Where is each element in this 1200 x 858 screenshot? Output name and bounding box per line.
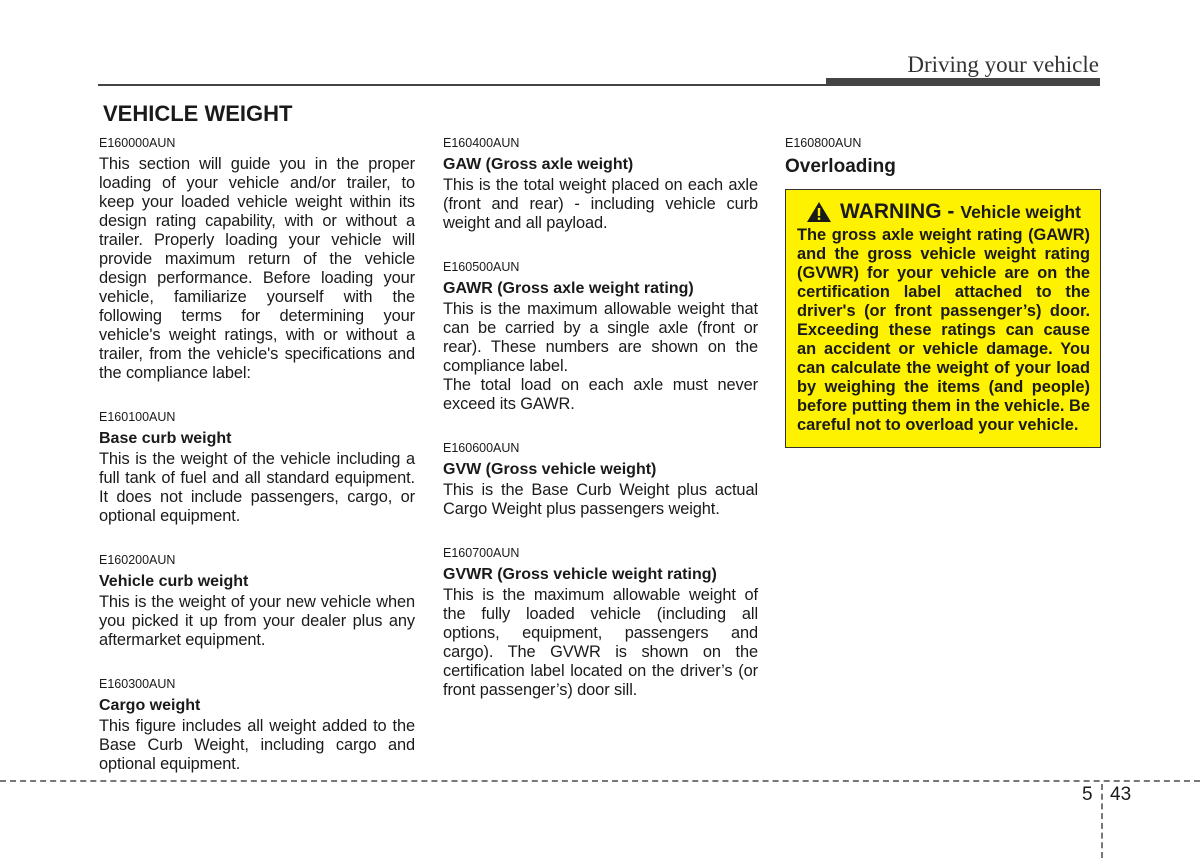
term-heading: GAWR (Gross axle weight rating) [443, 280, 694, 297]
term-text-note: The total load on each axle must never exceed its GAWR. [443, 376, 758, 413]
term-text: This is the maximum allowable weight of the fully loaded vehicle (including all options, equipment, passengers and cargo). The GVWR is shown on the certification label located on the driver’s (or front passenger’s) door sill. [443, 586, 758, 699]
term-text: This is the weight of the vehicle including a full tank of fuel and all standard equipment. It does not include passengers, cargo, or optional equipment. [99, 450, 415, 525]
term-gawr [443, 259, 758, 414]
term-code: E160700AUN [443, 546, 520, 560]
column-1 [99, 135, 415, 774]
warning-triangle-icon [806, 201, 832, 223]
term-vehicle-curb-weight [99, 552, 415, 650]
term-gvw [443, 440, 758, 519]
term-text: This is the maximum allowable weight that can be carried by a single axle (front or rear). These numbers are shown on the compliance label. [443, 300, 758, 375]
term-code: E160500AUN [443, 260, 520, 274]
term-cargo-weight [99, 676, 415, 774]
overloading-heading: Overloading [785, 156, 896, 177]
chapter-title: Driving your vehicle [907, 52, 1099, 77]
section-number: 5 [1082, 784, 1093, 805]
term-text: This is the total weight placed on each axle (front and rear) - including vehicle curb weight and all payload. [443, 176, 758, 232]
footer-rule [0, 780, 1200, 782]
column-2 [443, 135, 758, 700]
term-heading: Vehicle curb weight [99, 573, 249, 590]
footer-divider [1101, 784, 1103, 858]
warning-word: WARNING - [840, 200, 955, 223]
warning-title [797, 200, 1090, 224]
term-text: This is the Base Curb Weight plus actual Cargo Weight plus passengers weight. [443, 481, 758, 518]
term-heading: GAW (Gross axle weight) [443, 156, 634, 173]
term-gaw [443, 135, 758, 233]
term-heading: GVW (Gross vehicle weight) [443, 461, 657, 478]
term-code: E160300AUN [99, 677, 176, 691]
section-code: E160000AUN [99, 136, 176, 150]
warning-subtitle: Vehicle weight [960, 201, 1081, 222]
term-heading: Cargo weight [99, 697, 201, 714]
column-3 [785, 135, 1101, 448]
term-heading: GVWR (Gross vehicle weight rating) [443, 566, 717, 583]
warning-box [785, 189, 1101, 448]
term-text: This figure includes all weight added to the Base Curb Weight, including cargo and optional equipment. [99, 717, 415, 773]
section-code: E160800AUN [785, 136, 862, 150]
term-code: E160200AUN [99, 553, 176, 567]
header-rule [98, 84, 1100, 86]
intro-block [99, 135, 415, 383]
term-code: E160600AUN [443, 441, 520, 455]
section-title: VEHICLE WEIGHT [103, 101, 293, 126]
intro-text: This section will guide you in the proper loading of your vehicle and/or trailer, to keep your loaded vehicle weight within its design rating capability, with or without a trailer. Properly loading your vehicle will provide maximum return of the vehicle design performance. Before loading your vehicle, familiarize yourself with the following terms for determining your vehicle's weight ratings, with or without a trailer, from the vehicle's specifications and the compliance label: [99, 155, 415, 382]
term-heading: Base curb weight [99, 430, 232, 447]
term-text: This is the weight of your new vehicle when you picked it up from your dealer plus any aftermarket equipment. [99, 593, 415, 649]
term-code: E160400AUN [443, 136, 520, 150]
warning-text: The gross axle weight rating (GAWR) and the gross vehicle weight rating (GVWR) for your vehicle are on the certification label attached to the driver's (or front passenger’s) door. Exceeding these ratings can cause an accident or vehicle damage. You can calculate the weight of your load by weighing the items (and people) before putting them in the vehicle. Be careful not to overload your vehicle. [797, 226, 1090, 434]
term-code: E160100AUN [99, 410, 176, 424]
term-base-curb-weight [99, 409, 415, 526]
term-gvwr [443, 545, 758, 700]
page-number: 43 [1110, 784, 1132, 805]
